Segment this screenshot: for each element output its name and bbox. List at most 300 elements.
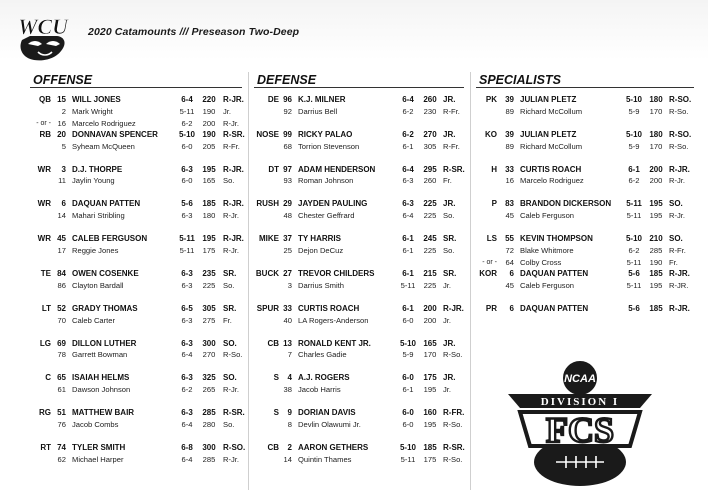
player-wt: 195 <box>649 280 663 290</box>
starter-row <box>476 268 694 280</box>
depth-chart-position-group <box>254 164 464 199</box>
starter-row <box>476 129 694 141</box>
player-name: Mahari Stribling <box>72 211 125 221</box>
player-pos: TE <box>40 268 51 278</box>
player-name: LA Rogers-Anderson <box>298 315 369 325</box>
player-num: 65 <box>57 373 66 383</box>
player-wt: 190 <box>202 106 216 116</box>
player-pos: - or - <box>482 258 497 266</box>
player-yr: SR. <box>223 268 237 278</box>
player-wt: 190 <box>202 129 216 139</box>
backup-row <box>476 245 694 257</box>
player-name: Colby Cross <box>520 257 562 267</box>
player-yr: R-JR. <box>669 268 690 278</box>
player-yr: SO. <box>223 373 237 383</box>
depth-chart-position-group <box>254 268 464 303</box>
depth-chart-position-group <box>30 407 245 442</box>
player-yr: R-So. <box>669 141 689 151</box>
player-pos: RB <box>39 129 51 139</box>
depth-chart-position-group <box>30 233 242 268</box>
player-ht: 5-11 <box>400 280 416 290</box>
player-num: 5 <box>61 141 66 151</box>
player-ht: 5-9 <box>402 350 414 360</box>
starter-row <box>254 303 464 315</box>
player-ht: 6-3 <box>181 211 193 221</box>
player-name: Roman Johnson <box>298 176 354 186</box>
player-wt: 165 <box>423 338 437 348</box>
depth-chart-position-group <box>476 268 694 303</box>
player-ht: 5-6 <box>628 303 640 313</box>
depth-chart-position-group <box>30 442 246 477</box>
player-pos: LG <box>39 338 51 348</box>
player-ht: 6-3 <box>402 176 414 186</box>
player-name: ADAM HENDERSON <box>298 164 376 174</box>
depth-chart-position-group <box>476 303 694 338</box>
depth-chart-position-group <box>30 372 242 407</box>
player-num: 40 <box>283 315 292 325</box>
player-pos: WR <box>37 199 51 209</box>
backup-row <box>30 384 242 396</box>
player-wt: 170 <box>649 141 663 151</box>
player-ht: 5-11 <box>626 257 642 267</box>
player-num: 20 <box>57 129 66 139</box>
player-ht: 6-3 <box>181 268 193 278</box>
player-name: MATTHEW BAIR <box>72 408 135 418</box>
player-name: DORIAN DAVIS <box>298 408 356 418</box>
fcs-lettering: FCS <box>545 410 615 450</box>
player-wt: 280 <box>202 419 216 429</box>
offense-heading: OFFENSE <box>30 72 242 88</box>
player-pos: S <box>273 408 279 418</box>
player-pos <box>30 419 54 431</box>
player-pos <box>30 141 54 153</box>
player-wt: 225 <box>202 280 216 290</box>
player-yr: SO. <box>669 199 683 209</box>
player-num: 93 <box>283 176 292 186</box>
player-wt: 225 <box>423 280 437 290</box>
player-ht: 6-3 <box>181 408 193 418</box>
player-wt: 195 <box>649 211 663 221</box>
starter-row <box>30 233 242 245</box>
starter-row <box>30 442 246 454</box>
player-yr: R-SO. <box>223 442 246 452</box>
player-ht: 5-10 <box>399 442 416 452</box>
player-yr: R-SR. <box>223 408 245 418</box>
player-pos: DT <box>268 164 279 174</box>
player-num: 27 <box>283 268 292 278</box>
player-yr: Fr. <box>669 257 678 267</box>
player-ht: 6-2 <box>402 129 414 139</box>
backup-row <box>30 315 242 327</box>
player-pos: S <box>273 373 279 383</box>
depth-chart-position-group <box>476 94 694 129</box>
player-wt: 205 <box>202 141 216 151</box>
player-num: 52 <box>57 303 66 313</box>
player-name: DILLON LUTHER <box>72 338 137 348</box>
player-wt: 220 <box>202 95 216 104</box>
player-name: D.J. THORPE <box>72 164 123 174</box>
starter-row <box>254 198 464 210</box>
player-name: Torrion Stevenson <box>298 141 360 151</box>
player-wt: 200 <box>649 164 663 174</box>
player-num: 70 <box>57 315 66 325</box>
player-ht: 6-3 <box>181 164 193 174</box>
player-num: 33 <box>283 303 292 313</box>
player-wt: 285 <box>202 454 216 464</box>
player-num: 14 <box>57 211 66 221</box>
depth-chart-position-group <box>30 164 242 199</box>
player-ht: 6-1 <box>402 268 414 278</box>
backup-row <box>254 349 464 361</box>
player-ht: 6-0 <box>402 373 414 383</box>
player-ht: 6-1 <box>402 234 414 244</box>
offense-column <box>30 72 246 477</box>
player-ht: 6-4 <box>402 211 414 221</box>
player-yr: SR. <box>443 268 457 278</box>
defense-heading: DEFENSE <box>254 72 464 88</box>
player-name: KEVIN THOMPSON <box>520 234 593 244</box>
player-ht: 6-0 <box>181 176 193 186</box>
player-ht: 6-0 <box>402 315 414 325</box>
player-ht: 6-3 <box>181 373 193 383</box>
player-pos <box>254 280 282 292</box>
player-num: 9 <box>287 408 292 418</box>
player-ht: 6-1 <box>402 385 414 395</box>
player-num: 45 <box>505 211 514 221</box>
player-yr: R-JR. <box>223 199 244 209</box>
depth-chart-position-group <box>254 129 464 164</box>
player-pos <box>30 210 54 222</box>
player-name: AARON GETHERS <box>298 442 369 452</box>
player-name: JULIAN PLETZ <box>520 95 577 104</box>
player-name: Richard McCollum <box>520 141 583 151</box>
player-yr: SR. <box>443 234 457 244</box>
player-pos: RG <box>39 408 51 418</box>
player-wt: 200 <box>423 303 437 313</box>
player-pos <box>254 384 282 396</box>
player-wt: 195 <box>649 199 663 209</box>
player-name: Jaylin Young <box>72 176 115 186</box>
player-pos <box>476 175 500 187</box>
depth-chart-position-group <box>30 129 245 164</box>
player-num: 2 <box>287 442 292 452</box>
player-pos <box>254 210 282 222</box>
backup-row <box>254 419 464 431</box>
depth-chart-position-group <box>476 164 694 199</box>
player-ht: 6-4 <box>181 350 193 360</box>
player-ht: 5-6 <box>181 199 193 209</box>
player-name: Chester Geffrard <box>298 211 355 221</box>
depth-chart-position-group <box>254 198 464 233</box>
depth-chart-position-group <box>30 94 242 129</box>
player-name: Quintin Thames <box>298 454 352 464</box>
player-ht: 6-3 <box>402 199 414 209</box>
player-wt: 200 <box>423 315 437 325</box>
backup-row <box>254 315 464 327</box>
player-pos: H <box>491 164 497 174</box>
player-yr: R-Jr. <box>223 454 240 464</box>
player-pos <box>30 349 54 361</box>
player-num: 45 <box>505 280 514 290</box>
depth-chart-position-group <box>254 442 464 477</box>
player-pos: - or - <box>36 119 51 127</box>
player-wt: 265 <box>202 385 216 395</box>
player-ht: 5-9 <box>628 106 640 116</box>
player-name: Syheam McQueen <box>72 141 135 151</box>
player-wt: 180 <box>649 129 663 139</box>
player-yr: JR. <box>443 199 456 209</box>
player-num: 17 <box>57 245 66 255</box>
backup-row <box>254 280 464 292</box>
player-pos <box>254 315 282 327</box>
player-name: Marcelo Rodriguez <box>72 118 136 128</box>
player-name: TREVOR CHILDERS <box>298 268 375 278</box>
player-wt: 195 <box>202 234 216 244</box>
starter-row <box>30 407 245 419</box>
player-yr: Fr. <box>223 315 232 325</box>
depth-chart-position-group <box>254 233 464 268</box>
player-name: CURTIS ROACH <box>520 164 582 174</box>
player-name: CURTIS ROACH <box>298 303 360 313</box>
player-pos: LT <box>41 303 51 313</box>
player-yr: Jr. <box>443 280 452 290</box>
player-wt: 260 <box>423 95 437 104</box>
player-pos: WR <box>37 164 51 174</box>
player-name: DAQUAN PATTEN <box>520 268 589 278</box>
player-wt: 260 <box>423 176 437 186</box>
backup-row <box>476 175 694 187</box>
player-yr: R-JR. <box>223 95 244 104</box>
player-yr: JR. <box>443 373 456 383</box>
player-pos: BUCK <box>255 268 279 278</box>
player-name: Garrett Bowman <box>72 350 128 360</box>
player-wt: 215 <box>423 268 437 278</box>
player-yr: So. <box>443 245 455 255</box>
column-divider <box>248 72 249 490</box>
player-wt: 175 <box>202 245 216 255</box>
player-yr: R-JR. <box>669 164 690 174</box>
starter-row <box>254 94 464 106</box>
player-yr: R-Jr. <box>669 211 686 221</box>
player-ht: 5-11 <box>179 106 195 116</box>
player-num: 16 <box>57 118 66 128</box>
player-yr: SO. <box>669 234 683 244</box>
player-wt: 235 <box>202 268 216 278</box>
player-wt: 195 <box>423 385 437 395</box>
starter-row <box>254 407 464 419</box>
player-num: 55 <box>505 234 514 244</box>
player-num: 7 <box>287 350 292 360</box>
player-yr: JR. <box>443 338 456 348</box>
player-wt: 185 <box>649 268 663 278</box>
player-pos: MIKE <box>259 234 279 244</box>
depth-chart-position-group <box>30 198 242 233</box>
starter-row <box>254 129 464 141</box>
backup-row <box>254 175 464 187</box>
player-num: 76 <box>57 419 66 429</box>
logo-lettering: WCU <box>17 14 69 39</box>
player-name: JULIAN PLETZ <box>520 129 577 139</box>
player-wt: 270 <box>202 350 216 360</box>
player-yr: Jr. <box>443 385 452 395</box>
depth-chart-position-group <box>476 233 694 268</box>
player-pos <box>476 106 500 118</box>
player-wt: 210 <box>649 234 663 244</box>
depth-chart-position-group <box>30 268 242 303</box>
player-pos: SPUR <box>256 303 279 313</box>
player-yr: R-FR. <box>443 408 465 418</box>
player-pos: LS <box>486 234 497 244</box>
player-yr: R-SO. <box>669 95 692 104</box>
player-ht: 6-4 <box>181 419 193 429</box>
backup-row <box>30 280 242 292</box>
backup-row <box>30 118 242 130</box>
player-ht: 6-2 <box>181 385 193 395</box>
backup-row <box>476 106 694 118</box>
ncaa-division-i-fcs-logo <box>500 350 660 490</box>
player-pos <box>30 106 54 118</box>
player-yr: R-So. <box>443 454 463 464</box>
depth-chart-position-group <box>254 303 464 338</box>
player-pos: RT <box>40 442 51 452</box>
player-name: DAQUAN PATTEN <box>72 199 141 209</box>
player-name: Charles Gadie <box>298 350 347 360</box>
starter-row <box>30 164 242 176</box>
starter-row <box>30 303 242 315</box>
ncaa-lettering: NCAA <box>564 373 596 385</box>
player-ht: 6-5 <box>181 303 193 313</box>
backup-row <box>30 419 242 431</box>
player-ht: 5-10 <box>399 338 416 348</box>
player-ht: 6-2 <box>628 176 640 186</box>
player-pos <box>254 349 282 361</box>
player-name: GRADY THOMAS <box>72 303 138 313</box>
player-ht: 6-1 <box>402 245 414 255</box>
player-ht: 5-11 <box>400 454 416 464</box>
player-yr: R-JR. <box>669 280 689 290</box>
player-yr: R-Jr. <box>223 118 240 128</box>
player-yr: R-So. <box>669 106 689 116</box>
player-yr: R-So. <box>443 350 463 360</box>
player-ht: 5-10 <box>625 234 642 244</box>
player-num: 3 <box>287 280 292 290</box>
player-num: 96 <box>283 95 292 104</box>
player-wt: 200 <box>649 176 663 186</box>
player-name: TY HARRIS <box>298 234 341 244</box>
player-name: Devlin Olawumi Jr. <box>298 419 361 429</box>
depth-chart-position-group <box>254 94 464 129</box>
player-yr: Jr. <box>223 106 232 116</box>
player-num: 62 <box>57 454 66 464</box>
player-wt: 180 <box>649 95 663 104</box>
starter-row <box>254 372 464 384</box>
player-yr: SO. <box>223 338 237 348</box>
starter-row <box>476 94 694 106</box>
player-name: DONNAVAN SPENCER <box>72 129 158 139</box>
player-ht: 5-11 <box>626 199 642 209</box>
player-wt: 300 <box>202 338 216 348</box>
backup-row <box>476 210 694 222</box>
player-wt: 325 <box>202 373 216 383</box>
player-ht: 6-4 <box>181 454 193 464</box>
player-pos: KO <box>485 129 497 139</box>
player-num: 37 <box>283 234 292 244</box>
player-yr: R-Fr. <box>443 106 460 116</box>
player-yr: JR. <box>443 95 456 104</box>
player-name: Reggie Jones <box>72 245 119 255</box>
player-name: DAQUAN PATTEN <box>520 303 589 313</box>
starter-row <box>30 129 245 141</box>
player-name: ISAIAH HELMS <box>72 373 130 383</box>
wcu-catamount-logo <box>8 10 78 62</box>
player-num: 2 <box>61 106 66 116</box>
depth-chart-position-group <box>254 407 464 442</box>
player-pos: RUSH <box>256 199 279 209</box>
player-name: A.J. ROGERS <box>298 373 350 383</box>
player-ht: 5-11 <box>179 234 195 244</box>
player-yr: R-So. <box>443 419 463 429</box>
player-num: 39 <box>505 129 514 139</box>
player-wt: 245 <box>423 234 437 244</box>
player-name: Blake Whitmore <box>520 245 574 255</box>
backup-row <box>30 245 242 257</box>
player-yr: R-So. <box>223 350 243 360</box>
player-num: 25 <box>283 245 292 255</box>
player-name: K.J. MILNER <box>298 95 346 104</box>
player-wt: 275 <box>202 315 216 325</box>
player-num: 33 <box>505 164 514 174</box>
player-wt: 305 <box>202 303 216 313</box>
starter-row <box>30 268 242 280</box>
player-name: Mark Wright <box>72 106 113 116</box>
player-num: 38 <box>283 385 292 395</box>
player-name: RONALD KENT JR. <box>298 338 371 348</box>
player-pos <box>476 280 500 292</box>
player-yr: R-JR. <box>223 164 244 174</box>
backup-row <box>30 349 242 361</box>
player-yr: R-SR. <box>443 164 465 174</box>
backup-row <box>30 141 242 153</box>
player-pos <box>476 210 500 222</box>
player-wt: 180 <box>202 211 216 221</box>
player-name: Clayton Bardall <box>72 280 124 290</box>
player-pos <box>254 419 282 431</box>
player-ht: 6-1 <box>402 303 414 313</box>
player-pos <box>30 245 54 257</box>
player-yr: R-SR. <box>443 442 465 452</box>
player-yr: R-JR. <box>443 303 464 313</box>
player-name: Richard McCollum <box>520 106 583 116</box>
player-name: WILL JONES <box>72 95 121 104</box>
player-ht: 6-3 <box>181 338 193 348</box>
backup-row <box>254 454 464 466</box>
player-yr: So. <box>223 280 235 290</box>
player-name: RICKY PALAO <box>298 129 353 139</box>
backup-row <box>476 280 694 292</box>
player-ht: 5-11 <box>626 211 642 221</box>
player-wt: 305 <box>423 141 437 151</box>
player-wt: 185 <box>649 303 663 313</box>
player-ht: 5-10 <box>625 95 642 104</box>
player-wt: 185 <box>202 199 216 209</box>
player-ht: 5-10 <box>178 129 195 139</box>
player-name: OWEN COSENKE <box>72 268 139 278</box>
player-ht: 6-0 <box>402 419 414 429</box>
backup-row <box>254 245 464 257</box>
depth-chart-position-group <box>476 198 694 233</box>
player-wt: 285 <box>202 408 216 418</box>
player-name: CALEB FERGUSON <box>72 234 148 244</box>
